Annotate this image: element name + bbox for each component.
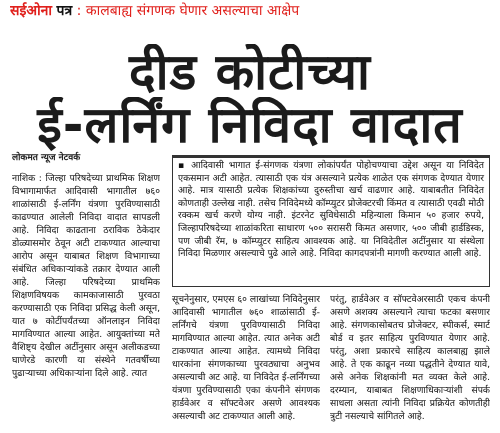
kicker-text: : कालबाह्य संगणक घेणार असल्याचा आक्षेप bbox=[76, 3, 300, 19]
article-column-2: सूचनेनुसार, एमएस ६० लाखांच्या निविदेनुसार आदिवासी भागातील ७६० शाळांसाठी ई-लर्निंगचे यंत्रणा पुरविण्यासाठी निविदा मागविण्यात आल्या आहेत. त्यात अनेक अटी टाकण्यात आल्या आहेत. त्यामध्ये निविदा धारकांना संगणकाच्या पुरवठ्याचा अनुभव असल्याची अट आहे. या निविदेत ई-लर्निंगच्या यंत्रणा पुरविण्यासाठी एका कंपनीने संगणक हार्डवेअर व सॉफ्टवेअर असणे आवश्यक असल्याची अट टाकण्यात आली आहे. bbox=[172, 294, 320, 422]
kicker-place: सईओना bbox=[10, 3, 53, 19]
headline-line-2: ई-लर्निंग निविदा वादात bbox=[37, 97, 463, 153]
kicker-label: पत्र bbox=[56, 3, 73, 19]
kicker-line bbox=[10, 1, 480, 21]
headline-line-1: दीड कोटीच्या bbox=[129, 44, 371, 100]
article-column-3: परंतु, हार्डवेअर व सॉफ्टवेअरसाठी एकच कंपनी असणे अशक्य असल्याने त्याचा फटका बसणार आहे. संगणकासोबतच प्रोजेक्टर, स्पीकर्स, स्मार्ट बोर्ड व इतर साहित्य पुरविण्यात येणार आहे. परंतु, अशा प्रकारचे साहित्य कालबाह्य झाले आहे. ते एक काढून नव्या पद्धतीने देण्यात यावे, असे अनेक शिक्षकांनी मत व्यक्त केले आहे. दरम्यान, याबाबत शिक्षणाधिकाऱ्यांशी संपर्क साधला असता त्यांनी निविदा प्रक्रियेत कोणतीही त्रुटी नसल्याचे सांगितले आहे. bbox=[330, 294, 490, 422]
byline: लोकमत न्यूज नेटवर्क bbox=[12, 153, 81, 163]
article-column-1: नाशिक : जिल्हा परिषदेच्या प्राथमिक शिक्षण विभागामार्फत आदिवासी भागातील ७६० शाळांसाठी ई-लर्निंग यंत्रणा पुरविण्यासाठी काढण्यात आलेली निविदा वादात सापडली आहे. निविदा काढताना ठराविक ठेकेदार डोळ्यासमोर ठेवून अटी टाकण्यात आल्याचा आरोप असून याबाबत शिक्षण विभागाच्या संबंधित अधिकाऱ्यांकडे तक्रार देण्यात आली आहे. जिल्हा परिषदेच्या प्राथमिक शिक्षणविषयक कामकाजासाठी पुरवठा करण्यासाठी एक निविदा प्रसिद्ध केली असून, यात ७ कोटींपर्यंतच्या ऑनलाइन निविदा मागविण्यात आल्या आहेत. आयुक्तांच्या मते वैशिष्ट्य देखील अटींनुसार असून अलीकडच्या घाणेरडे कारणी या संस्थेने गतवर्षीच्या पुढाऱ्याच्या अधिकाऱ्यांना दिले आहे. त्यात bbox=[12, 173, 160, 379]
highlight-box: ▪ आदिवासी भागात ई-संगणक यंत्रणा लोकांपर्यंत पोहोचण्याचा उद्देश असून या निविदेत एकसमान अटी आहेत. त्यासाठी एक यंत्र असल्याने प्रत्येक शाळेत एक संगणक देण्यात येणार आहे. मात्र यासाठी प्रत्येक शिक्षकांच्या दुरुस्तीचा खर्च वाढणार आहे. याबाबतीत निविदेत कोणताही उल्लेख नाही. तसेच निविदेमध्ये कॉम्प्युटर प्रोजेक्टरची किंमत व त्यासाठी एवढी मोठी रक्कम खर्च करणे योग्य नाही. इंटरनेट सुविधेसाठी महिन्याला किमान ५० हजार रुपये, जिल्हापरिषदेच्या शाळांकरिता साधारण ५०० सरासरी किमत असणार, ५०० जीबी हार्डडिस्क, पण जीबी रॅम, ७ कॉम्प्युटर साहित्य आवश्यक आहे. या निविदेतील अटींनुसार या संस्थेला निविदा मिळणार असल्याचे पुढे आले आहे. निविदा कागदपत्रांनी मागणी करण्यात आली आहे. bbox=[172, 155, 490, 287]
